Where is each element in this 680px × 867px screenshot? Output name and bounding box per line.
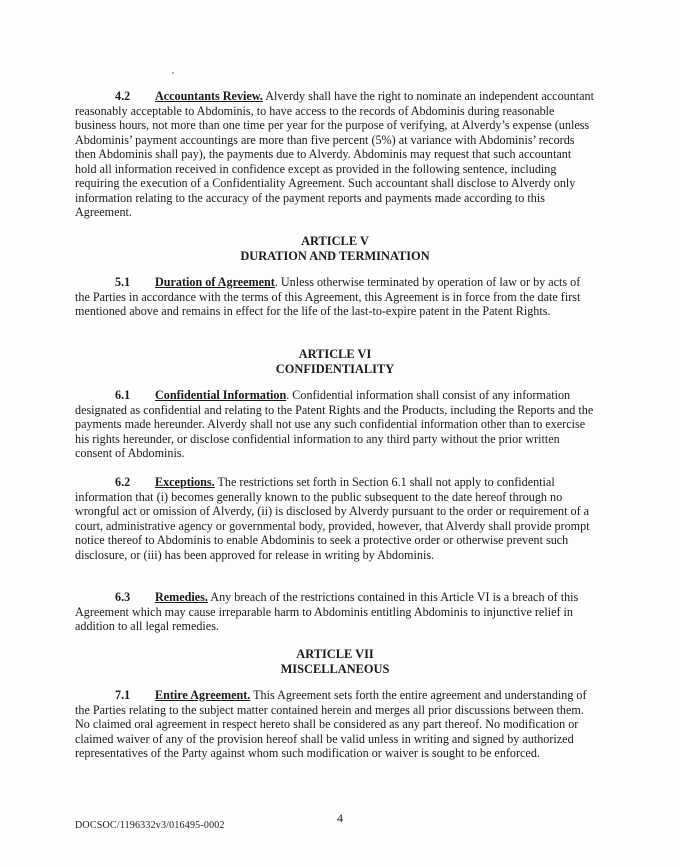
section-number: 6.3 <box>115 590 131 604</box>
section-4-2 <box>75 89 595 220</box>
section-number: 6.1 <box>115 388 131 402</box>
section-6-2 <box>75 475 595 562</box>
section-heading: Remedies. <box>155 590 208 604</box>
section-6-3 <box>75 590 595 634</box>
section-body: Alverdy shall have the right to nominate an independent accountant reasonably acceptable to Abdominis, to have access to the records of Abdominis during reasonable business hours, not more than one time per year for the purpose of verifying, at Alverdy’s expense (unless Abdominis’ payment accountings are more than five percent (5%) at variance with Abdominis’ records then Abdominis shall pay), the payments due to Alverdy. Abdominis may request that such accountant hold all information received in confidence except as provided in the following sentence, including requiring the execution of a Confidentiality Agreement. Such accountant shall disclose to Alverdy only information relating to the accuracy of the payment reports and payments made according to this Agreement. <box>75 89 594 220</box>
article-5-heading <box>75 234 595 264</box>
section-number: 4.2 <box>115 89 131 103</box>
section-heading: Entire Agreement. <box>155 688 251 702</box>
section-heading: Accountants Review. <box>155 89 263 103</box>
section-body: . Confidential information shall consist of any information designated as confidential and relating to the Patent Rights and the Products, including the Reports and the payments made hereunder. Alverdy shall not use any such confidential information other than to exercise his rights hereunder, or disclose confidential information to any third party without the prior written consent of Abdominis. <box>75 388 594 461</box>
article-title: DURATION AND TERMINATION <box>240 249 430 263</box>
section-number: 5.1 <box>115 275 131 289</box>
article-number: ARTICLE V <box>301 234 369 248</box>
section-7-1 <box>75 688 595 761</box>
page-number: 4 <box>337 811 343 825</box>
section-body: This Agreement sets forth the entire agreement and understanding of the Parties relating to the subject matter contained herein and merges all prior discussions between them. No claimed oral agreement in respect hereto shall be considered as any part thereof. No modification or claimed waiver of any of the provision hereof shall be valid unless in writing and signed by authorized representatives of the Party against whom such modification or waiver is sought to be enforced. <box>75 688 587 761</box>
section-body: . Unless otherwise terminated by operation of law or by acts of the Parties in accordance with the terms of this Agreement, this Agreement is in force from the date first mentioned above and remains in effect for the life of the last-to-expire patent in the Patent Rights. <box>75 275 581 319</box>
article-7-heading <box>75 647 595 677</box>
section-body: The restrictions set forth in Section 6.1 shall not apply to confidential information that (i) becomes generally known to the public subsequent to the date hereof through no wrongful act or omission of Alverdy, (ii) is disclosed by Alverdy pursuant to the order or requirement of a court, administrative agency or governmental body, provided, however, that Alverdy shall provide prompt notice thereof to Abdominis to enable Abdominis to seek a protective order or otherwise prevent such disclosure, or (iii) has been approved for release in writing by Abdominis. <box>75 475 590 562</box>
article-number: ARTICLE VI <box>298 347 372 361</box>
section-body: Any breach of the restrictions contained in this Article VI is a breach of this Agreement which may cause irreparable harm to Abdominis entitling Abdominis to injunctive relief in addition to all legal remedies. <box>75 590 579 634</box>
scan-speck <box>172 72 174 74</box>
section-5-1 <box>75 275 595 319</box>
document-id: DOCSOC/1196332v3/016495-0002 <box>75 820 225 831</box>
article-title: MISCELLANEOUS <box>280 662 390 676</box>
section-number: 7.1 <box>115 688 131 702</box>
section-heading: Duration of Agreement <box>155 275 275 289</box>
section-heading: Confidential Information <box>155 388 287 402</box>
section-number: 6.2 <box>115 475 131 489</box>
article-6-heading <box>75 347 595 377</box>
section-heading: Exceptions. <box>155 475 215 489</box>
section-6-1 <box>75 388 595 461</box>
article-title: CONFIDENTIALITY <box>275 362 395 376</box>
article-number: ARTICLE VII <box>296 647 374 661</box>
